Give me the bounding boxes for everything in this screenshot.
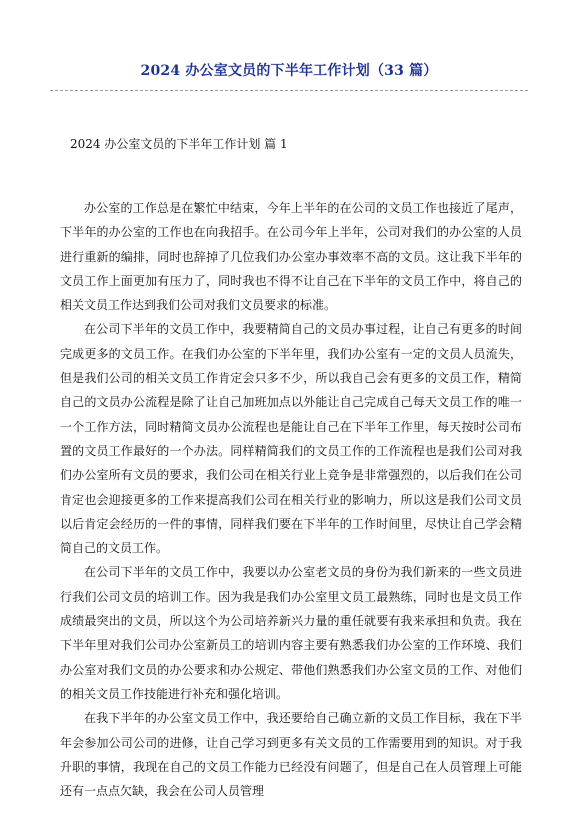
title-divider: [50, 90, 528, 91]
paragraph: 办公室的工作总是在繁忙中结束，今年上半年的在公司的文员工作也接近了尾声，下半年的办公室的工作也在向我招手。在公司今年上半年，公司对我们的办公室的人员进行重新的编排，同时也辞掉了几位我们办公室办事效率不高的文员。这让我下半年的文员工作上面更加有压力了，同时我也不得不让自己在下半年的文员工作中，将自己的相关文员工作达到我们公司对我们文员要求的标准。: [60, 201, 522, 313]
paragraph: 在我下半年的办公室文员工作中，我还要给自己确立新的文员工作目标，我在下半年会参加公司公司的进修，让自己学习到更多有关文员的工作需要用到的知识。对于我升职的事情，我现在自己的文员工作能力已经没有问题了，但是自己在人员管理上可能还有一点点欠缺，我会在公司人员管理: [60, 711, 522, 799]
document-title: 2024 办公室文员的下半年工作计划（33 篇）: [140, 63, 438, 79]
paragraph: 在公司下半年的文员工作中，我要以办公室老文员的身份为我们新来的一些文员进行我们公司文员的培训工作。因为我是我们办公室里文员工最熟练，同时也是文员工作成绩最突出的文员，所以这个为公司培养新兴力量的重任就要有我来承担和负责。我在下半年里对我们公司办公室新员工的培训内容主要有熟悉我们办公室的工作环境、我们办公室对我们文员的办公要求和办公规定、带他们熟悉我们办公室文员的工作、对他们的相关文员工作技能进行补充和强化培训。: [60, 565, 522, 701]
paragraph: 在公司下半年的文员工作中，我要精简自己的文员办事过程，让自己有更多的时间完成更多的文员工作。在我们办公室的下半年里，我们办公室有一定的文员人员流失，但是我们公司的相关文员工作肯定会只多不少，所以我自己会有更多的文员工作，精简自己的文员办公流程是除了让自己加班加点以外能让自己完成自己每天文员工作的唯一一个工作方法，同时精简文员办公流程也是能让自己在下半年工作里，每天按时公司布置的文员工作最好的一个办法。同样精简我们的文员工作的工作流程也是我们公司对我们办公室所有文员的要求，我们公司在相关行业上竞争是非常强烈的，以后我们在公司肯定也会迎接更多的工作来提高我们公司在相关行业的影响力，所以这是我们公司文员以后肯定会经历的一件的事情，同样我们要在下半年的工作时间里，尽快让自己学会精简自己的文员工作。: [60, 322, 522, 556]
body-text: [60, 196, 522, 803]
section-heading: 2024 办公室文员的下半年工作计划 篇 1: [70, 137, 288, 151]
